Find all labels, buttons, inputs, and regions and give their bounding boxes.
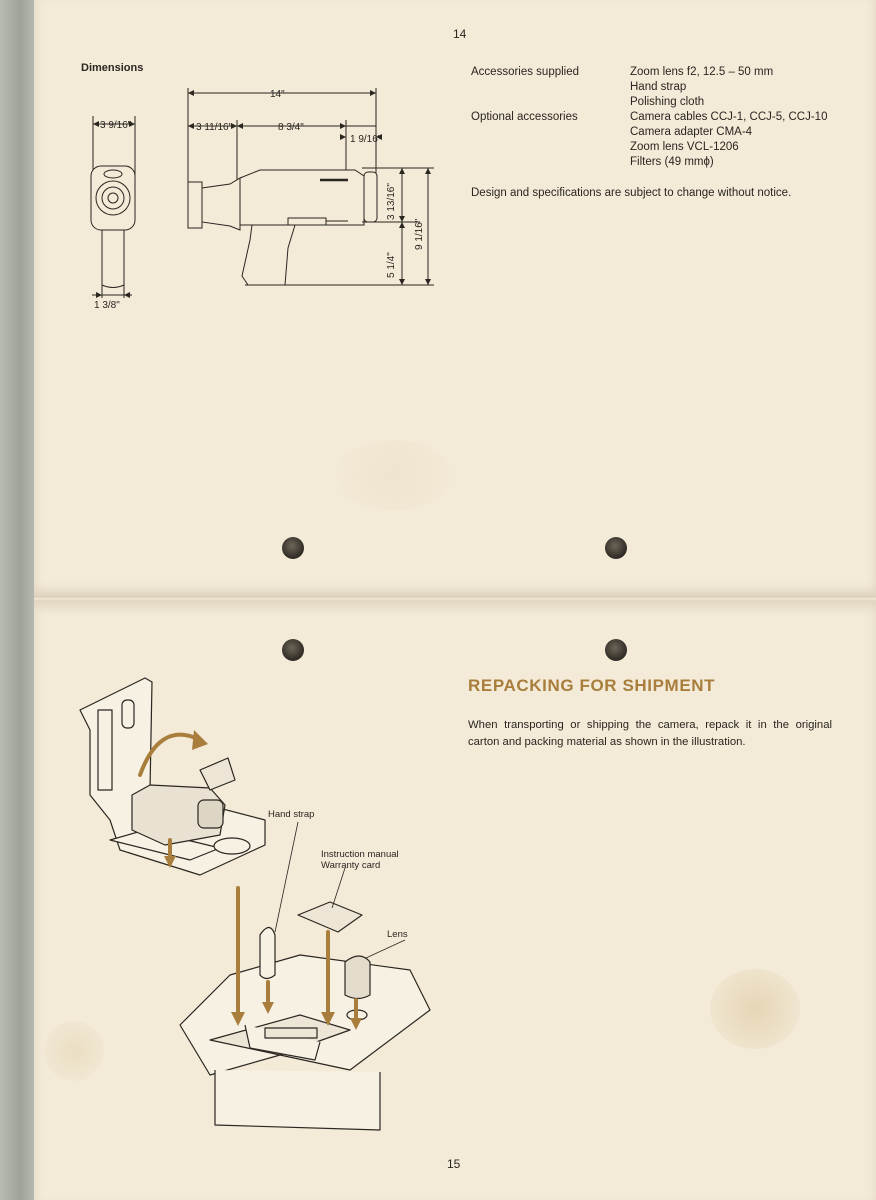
binder-hole [605, 537, 627, 559]
label-lens: Lens [387, 929, 408, 940]
optional-accessories-label: Optional accessories [471, 111, 578, 123]
optional-accessory-item: Camera cables CCJ-1, CCJ-5, CCJ-10 [630, 111, 828, 123]
optional-accessories-row [471, 110, 827, 170]
label-instruction-manual: Instruction manual [321, 849, 399, 860]
section-title: REPACKING FOR SHIPMENT [468, 676, 716, 695]
accessories-table [471, 65, 827, 170]
scanner-background [0, 0, 34, 1200]
label-front-width: 3 9/16" [100, 120, 132, 131]
accessory-item: Zoom lens f2, 12.5 – 50 mm [630, 66, 774, 78]
dimensions-heading: Dimensions [81, 62, 144, 74]
camera-dimensions-drawing [80, 80, 440, 320]
repacking-illustration [70, 670, 440, 1140]
page-number-top: 14 [453, 27, 467, 41]
label-grip-width: 1 3/8" [94, 300, 120, 311]
label-warranty-card: Warranty card [321, 860, 381, 871]
label-lens-length: 1 9/16" [350, 134, 382, 145]
binder-hole [282, 537, 304, 559]
label-hand-strap: Hand strap [268, 809, 315, 820]
label-eyepiece-length: 3 11/16" [196, 122, 233, 133]
binder-hole [605, 639, 627, 661]
optional-accessory-item: Zoom lens VCL-1206 [630, 141, 739, 153]
page-number-bottom: 15 [447, 1157, 461, 1171]
accessory-item: Polishing cloth [630, 96, 705, 108]
label-grip-height: 5 1/4" [386, 252, 397, 278]
optional-accessory-item: Camera adapter CMA-4 [630, 126, 753, 138]
accessories-supplied-row [471, 65, 827, 110]
optional-accessory-item: Filters (49 mmϕ) [630, 156, 714, 168]
accessory-item: Hand strap [630, 81, 687, 93]
label-overall-height: 9 1/16" [414, 218, 425, 250]
change-notice: Design and specifications are subject to change without notice. [471, 187, 792, 199]
label-overall-length: 14" [270, 89, 285, 100]
repacking-instructions: When transporting or shipping the camera, repack it in the original carton and packing material as shown in the illustration. [468, 719, 832, 748]
label-body-length: 8 3/4" [278, 122, 304, 133]
binder-hole [282, 639, 304, 661]
accessories-supplied-label: Accessories supplied [471, 66, 580, 78]
label-upper-height: 3 13/16" [386, 183, 397, 220]
